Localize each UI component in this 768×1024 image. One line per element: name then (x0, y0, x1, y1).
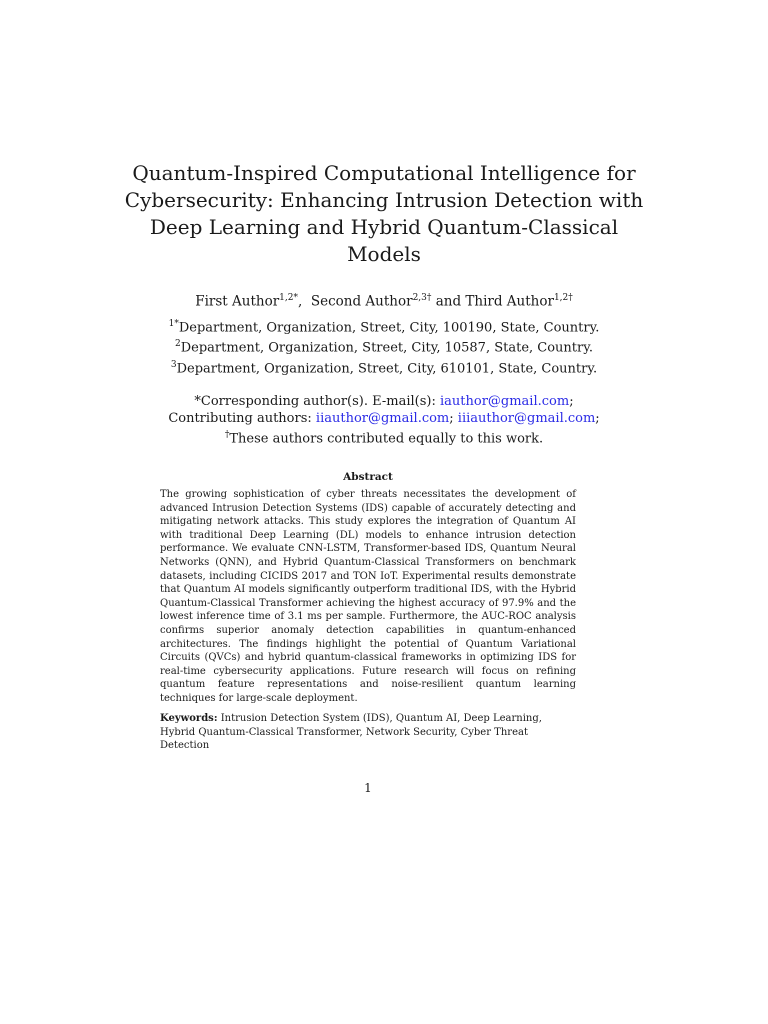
contributing-suffix: ; (595, 411, 600, 426)
corresponding-label: *Corresponding author(s). E-mail(s): (194, 394, 440, 409)
keywords-label: Keywords: (160, 713, 218, 724)
author-list (100, 289, 668, 311)
contributing-separator: ; (449, 411, 458, 426)
contributing-label: Contributing authors: (168, 411, 316, 426)
author-marks: 1,2* (279, 293, 298, 303)
corresponding-suffix: ; (569, 394, 574, 409)
affiliation-marks: 3 (170, 359, 177, 370)
page-number: 1 (364, 781, 372, 795)
author-separator: , (298, 293, 311, 310)
abstract-heading: Abstract (343, 471, 393, 483)
contributing-authors-line (100, 410, 668, 427)
affiliation-text: Department, Organization, Street, City, 100190, State, Country. (178, 320, 600, 336)
affiliation-item (100, 336, 668, 356)
author-marks: 2,3† (412, 293, 432, 303)
affiliation-list (100, 316, 668, 377)
affiliation-marks: 2 (175, 339, 181, 350)
equal-contribution-text: These authors contributed equally to this work. (229, 431, 544, 447)
paper-title: Quantum-Inspired Computational Intelligence for Cybersecurity: Enhancing Intrusion Detection with Deep Learning and Hybrid Quantum-Classical Models (124, 161, 644, 266)
correspondence-block (100, 393, 668, 447)
author-marks: 1,2† (553, 293, 573, 303)
affiliation-text: Department, Organization, Street, City, 610101, State, Country. (176, 360, 598, 376)
author-name: First Author (195, 293, 280, 310)
email-link[interactable]: iiauthor@gmail.com (315, 411, 450, 426)
email-link[interactable]: iauthor@gmail.com (439, 394, 570, 409)
affiliation-item (100, 316, 668, 336)
author-separator: and (431, 293, 466, 310)
equal-contribution-mark: † (224, 430, 230, 440)
email-link[interactable]: iiiauthor@gmail.com (457, 411, 596, 426)
abstract-body: The growing sophistication of cyber threats necessitates the development of advanced Intrusion Detection Systems (IDS) capable of accurately detecting and mitigating network attacks. This study explores the integration of Quantum AI with traditional Deep Learning (DL) models to enhance intrusion detection performance. We evaluate CNN-LSTM, Transformer-based IDS, Quantum Neural Networks (QNN), and Hybrid Quantum-Classical Transformers on benchmark datasets, including CICIDS 2017 and TON IoT. Experimental results demonstrate that Quantum AI models significantly outperform traditional IDS, with the Hybrid Quantum-Classical Transformer achieving the highest accuracy of 97.9% and the lowest inference time of 3.1 ms per sample. Furthermore, the AUC-ROC analysis confirms superior anomaly detection capabilities in quantum-enhanced architectures. The findings highlight the potential of Quantum Variational Circuits (QVCs) and hybrid quantum-classical frameworks in optimizing IDS for real-time cybersecurity applications. Future research will focus on refining quantum feature representations and noise-resilient quantum learning techniques for large-scale deployment. (160, 489, 576, 704)
affiliation-text: Department, Organization, Street, City, 10587, State, Country. (180, 340, 593, 356)
affiliation-marks: 1* (168, 319, 179, 329)
equal-contribution-note (100, 427, 668, 447)
keywords-block (160, 712, 576, 753)
corresponding-author-line (100, 393, 668, 410)
author-name: Second Author (310, 293, 413, 310)
affiliation-item (100, 357, 668, 377)
author-name: Third Author (465, 293, 554, 310)
keywords-text: Intrusion Detection System (IDS), Quantum AI, Deep Learning, Hybrid Quantum-Classical Transformer, Network Security, Cyber Threat Detection (160, 713, 542, 752)
